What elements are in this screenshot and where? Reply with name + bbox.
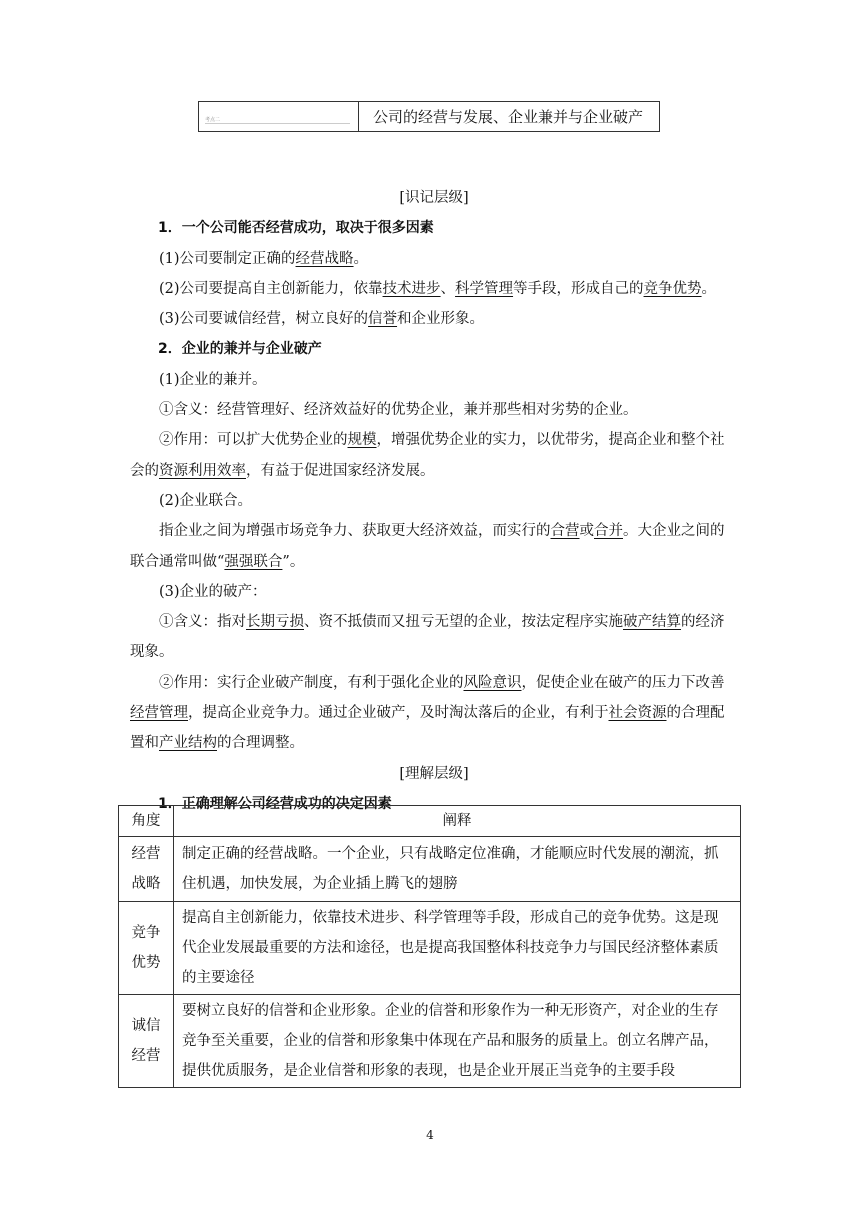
union-title: (2)企业联合。 [159,492,253,509]
table-header-angle: 角度 [119,806,174,837]
item-integrity: (3)公司要诚信经营，树立良好的信誉和企业形象。 [159,311,485,328]
table-header-explanation: 阐释 [174,806,741,837]
table-cell-angle: 诚信经营 [119,995,174,1088]
table-row [119,995,741,1088]
bankruptcy-effect: ②作用：实行企业破产制度，有利于强化企业的风险意识，促使企业在破产的压力下改善经营管理，提高企业竞争力。通过企业破产，及时淘汰落后的企业，有利于社会资源的合理配置和产业结构的合理调整。 [130,674,725,752]
bankruptcy-meaning: ①含义：指对长期亏损、资不抵债而又扭亏无望的企业，按法定程序实施破产结算的经济现象。 [130,614,725,661]
heading-understand-factors: 1．正确理解公司经营成功的决定因素 [158,795,392,812]
union-meaning: 指企业之间为增强市场竞争力、获取更大经济效益，而实行的合营或合并。大企业之间的联合通常叫做“强强联合”。 [130,523,725,570]
table-row [119,902,741,995]
topic-divider-line [205,123,350,124]
heading-success-factors: 1．一个公司能否经营成功，取决于很多因素 [158,220,434,237]
heading-merger-bankruptcy: 2．企业的兼并与企业破产 [158,341,322,358]
level-label-memorize: [识记层级] [399,190,469,206]
table-cell-angle: 经营战略 [119,837,174,902]
table-cell-angle: 竞争优势 [119,902,174,995]
table-cell-text: 提高自主创新能力，依靠技术进步、科学管理等手段，形成自己的竞争优势。这是现代企业发展最重要的方法和途径，也是提高我国整体科技竞争力与国民经济整体素质的主要途径 [174,902,741,995]
merger-meaning: ①含义：经营管理好、经济效益好的优势企业，兼并那些相对劣势的企业。 [159,402,638,419]
table-cell-text: 制定正确的经营战略。一个企业，只有战略定位准确，才能顺应时代发展的潮流，抓住机遇，加快发展，为企业插上腾飞的翅膀 [174,837,741,902]
topic-title: 公司的经营与发展、企业兼并与企业破产 [373,108,644,126]
table-header-row [119,806,741,837]
merger-effect: ②作用：可以扩大优势企业的规模，增强优势企业的实力，以优带劣，提高企业和整个社会的资源利用效率，有益于促进国家经济发展。 [130,432,725,479]
table-row [119,837,741,902]
item-strategy: (1)公司要制定正确的经营战略。 [159,250,369,267]
topic-label-cell [199,102,359,131]
factors-table [118,805,741,1088]
merger-title: (1)企业的兼并。 [159,371,267,388]
topic-tiny-label: 考点二 [205,117,221,123]
topic-header-box [198,101,660,132]
table-cell-text: 要树立良好的信誉和企业形象。企业的信誉和形象作为一种无形资产，对企业的生存竞争至关重要，企业的信誉和形象集中体现在产品和服务的质量上。创立名牌产品，提供优质服务，是企业信誉和形象的表现，也是企业开展正当竞争的主要手段 [174,995,741,1088]
page-number: 4 [426,1128,434,1142]
main-content [130,183,738,819]
level-label-understand: [理解层级] [399,765,469,782]
item-innovation: (2)公司要提高自主创新能力，依靠技术进步、科学管理等手段，形成自己的竞争优势。 [159,280,717,297]
bankruptcy-title: (3)企业的破产： [159,583,267,600]
